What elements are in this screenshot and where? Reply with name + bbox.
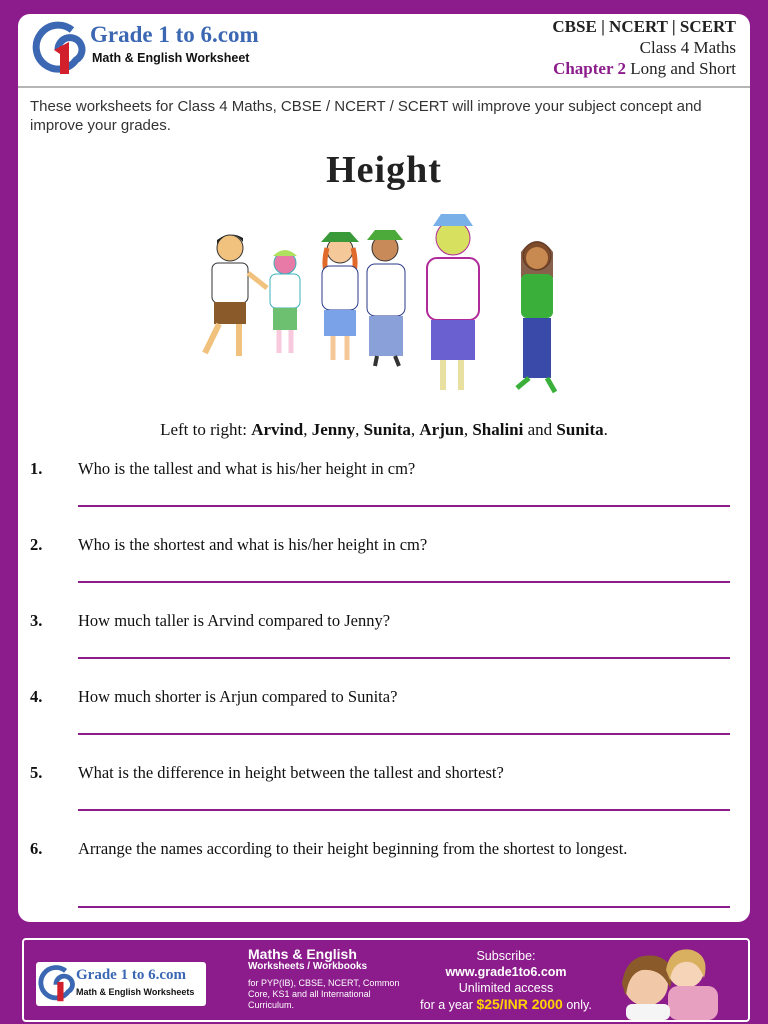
boards-label: CBSE | NCERT | SCERT (552, 17, 736, 36)
period-label: for a year (420, 998, 473, 1012)
answer-line-3[interactable] (78, 657, 730, 659)
banner-curricula: for PYP(IB), CBSE, NCERT, Common Core, KS1 and all International Curriculum. (248, 978, 400, 1010)
answer-line-2[interactable] (78, 581, 730, 583)
mother-daughter-photo (586, 940, 746, 1020)
kid-shalini-figure (427, 214, 479, 390)
subscribe-label: Subscribe: (476, 949, 536, 963)
name-sunita: Sunita (363, 420, 411, 439)
class-label: Class 4 Maths (639, 38, 736, 57)
header-divider (18, 86, 750, 88)
caption-prefix: Left to right: (160, 420, 247, 439)
answer-line-6[interactable] (78, 906, 730, 908)
access-label: Unlimited access (458, 981, 554, 995)
page-title: Height (326, 149, 442, 191)
name-sunita-2: Sunita (556, 420, 604, 439)
chapter-name: Long and Short (630, 59, 736, 78)
question-text: Who is the tallest and what is his/her height in cm? (78, 459, 416, 478)
name-jenny: Jenny (311, 420, 356, 439)
banner-logo-subtitle: Math & English Worksheets (76, 987, 195, 997)
site-logo[interactable] (32, 20, 292, 78)
grade-6-1-logo-icon (38, 964, 78, 1004)
kid-arvind-figure (205, 234, 267, 356)
banner-subheading: Worksheets / Workbooks (248, 961, 368, 972)
kid-arjun-figure (367, 230, 405, 366)
question-number: 1. (30, 459, 43, 478)
question-text: Who is the shortest and what is his/her height in cm? (78, 535, 428, 554)
kid-sunita2-figure (517, 241, 555, 392)
chapter-line (552, 58, 736, 79)
banner-subscribe[interactable] (396, 948, 616, 1013)
name-arvind: Arvind (251, 420, 304, 439)
header-info (552, 16, 736, 79)
question-number: 5. (30, 763, 43, 782)
logo-title: Grade 1 to 6.com (90, 22, 259, 47)
name-shalini: Shalini (472, 420, 524, 439)
answer-line-1[interactable] (78, 505, 730, 507)
children-illustration (195, 208, 575, 408)
question-number: 2. (30, 535, 43, 554)
name-arjun: Arjun (419, 420, 464, 439)
chapter-label: Chapter 2 (553, 59, 626, 78)
question-text: How much taller is Arvind compared to Jenny? (78, 611, 391, 630)
banner-logo[interactable] (36, 962, 206, 1006)
subscribe-url[interactable]: www.grade1to6.com (445, 965, 567, 979)
question-number: 3. (30, 611, 43, 630)
answer-line-4[interactable] (78, 733, 730, 735)
only-label: only. (566, 998, 592, 1012)
kid-jenny-figure (270, 250, 300, 353)
grade-6-1-logo-icon (32, 20, 90, 78)
question-text: How much shorter is Arjun compared to Sunita? (78, 687, 398, 706)
question-text: Arrange the names according to their height beginning from the shortest to longest. (78, 839, 628, 858)
question-number: 6. (30, 839, 43, 858)
kid-sunita-figure (321, 232, 359, 360)
caption-conj: and (527, 420, 553, 439)
banner-heading: Maths & English (248, 946, 357, 962)
question-number: 4. (30, 687, 43, 706)
logo-subtitle: Math & English Worksheet (92, 51, 250, 65)
price-line (396, 996, 616, 1013)
banner-product-info (248, 946, 408, 1011)
question-text: What is the difference in height between the tallest and shortest? (78, 763, 504, 782)
children-caption: Left to right: Arvind, Jenny, Sunita, Arjun, Shalini and Sunita. (160, 420, 608, 439)
subscription-banner[interactable] (22, 938, 750, 1022)
intro-text: These worksheets for Class 4 Maths, CBSE / NCERT / SCERT will improve your subject concept and improve your grades. (30, 98, 702, 134)
price-label: $25/INR 2000 (476, 996, 563, 1012)
banner-logo-title: Grade 1 to 6.com (76, 967, 186, 983)
answer-line-5[interactable] (78, 809, 730, 811)
